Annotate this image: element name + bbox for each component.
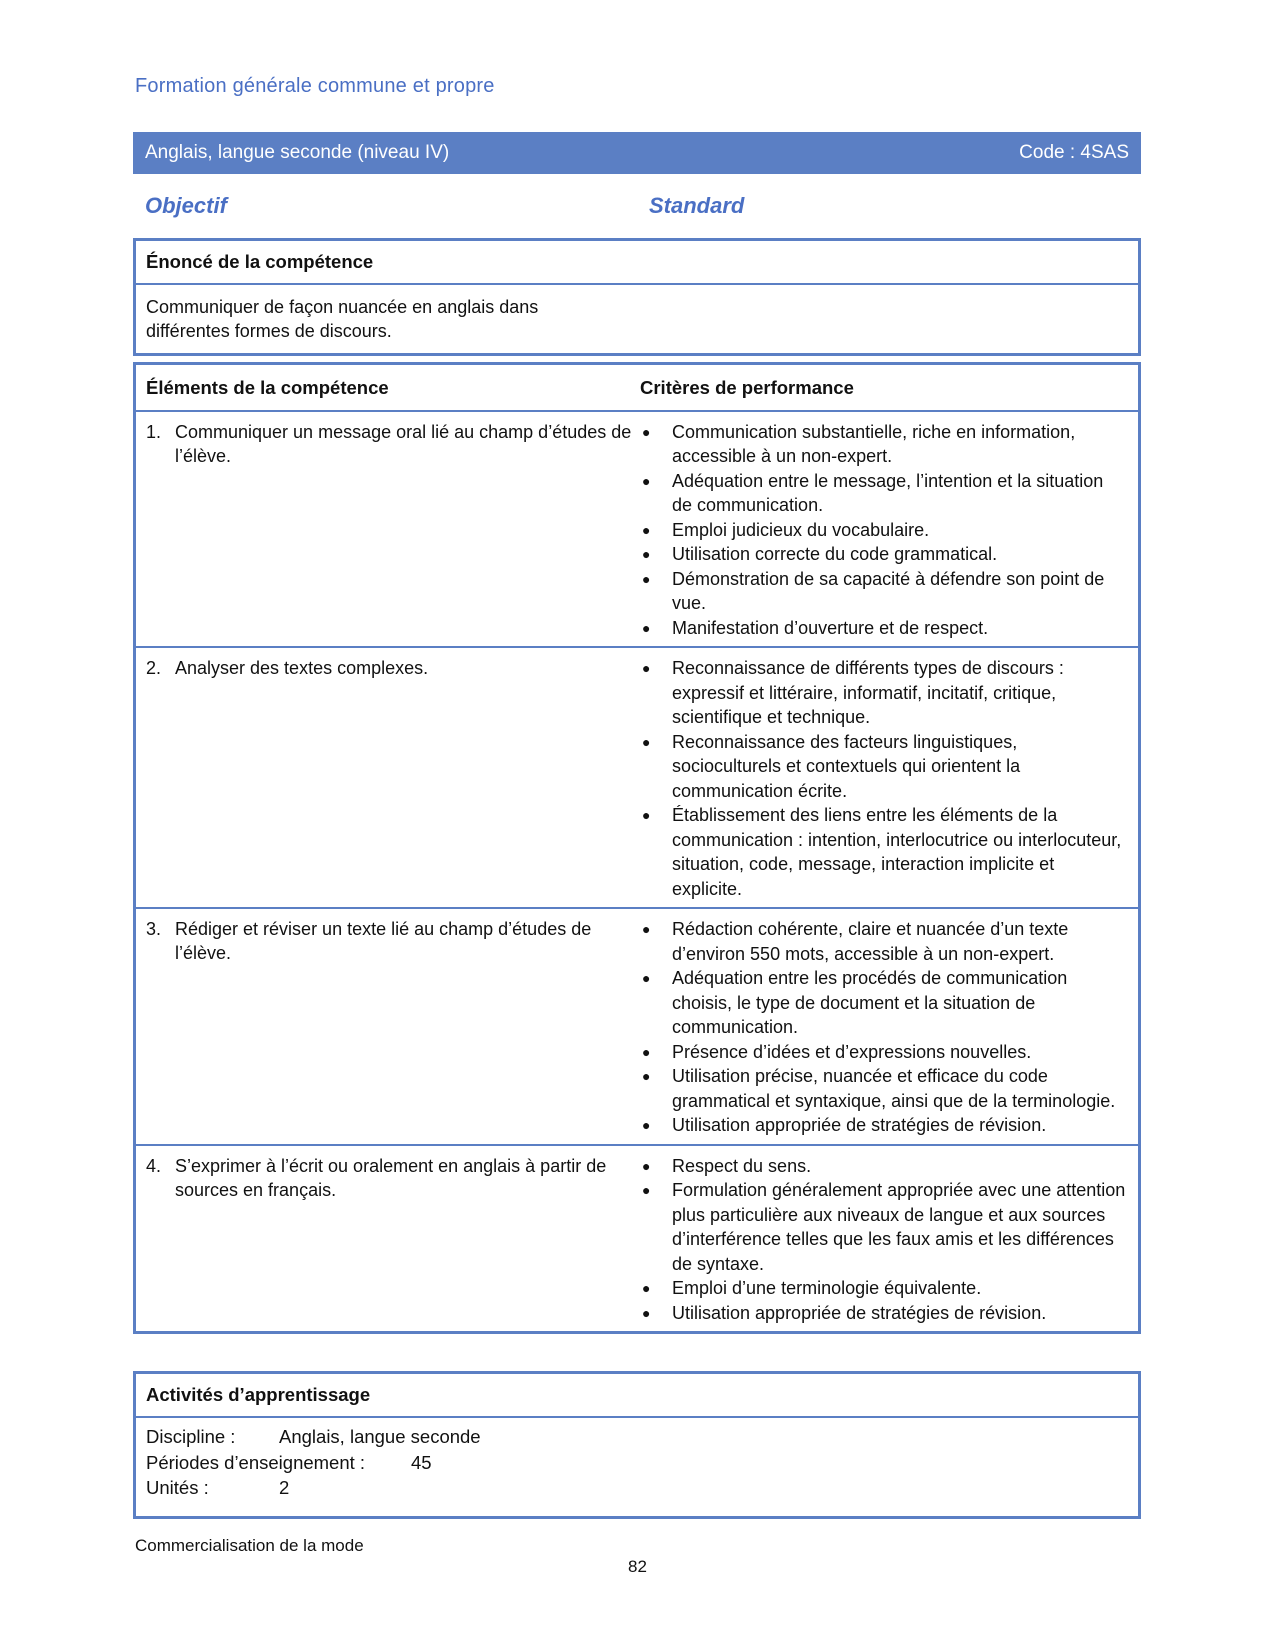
elements-rows [136, 412, 1138, 1332]
list-item [640, 542, 1128, 567]
unites-line [136, 1475, 1138, 1501]
bullet-icon: ● [642, 619, 651, 636]
criterion-text: Rédaction cohérente, claire et nuancée d’un texte d’environ 550 mots, accessible à un non-expert. [672, 919, 1069, 964]
element-text: Communiquer un message oral lié au champ d’études de l’élève. [175, 421, 632, 466]
bullet-icon: ● [642, 1280, 651, 1296]
elements-table [133, 362, 1141, 1334]
list-item [640, 656, 1128, 730]
criterion-text: Emploi judicieux du vocabulaire. [672, 519, 930, 540]
activities-box [133, 1371, 1141, 1519]
bullet-icon: ● [642, 423, 651, 440]
footer-program-name: Commercialisation de la mode [135, 1536, 364, 1555]
list-item [640, 1178, 1128, 1276]
list-item [640, 966, 1128, 1040]
criterion-text: Utilisation appropriée de stratégies de révision. [672, 1302, 1047, 1323]
list-item [640, 917, 1128, 966]
table-row [136, 909, 1138, 1146]
list-item [640, 616, 1128, 641]
list-item [640, 1154, 1128, 1179]
list-item [640, 1113, 1128, 1138]
element-cell [136, 412, 636, 647]
bullet-icon: ● [642, 1117, 651, 1133]
bullet-icon: ● [642, 1043, 651, 1060]
discipline-label: Discipline : [146, 1426, 236, 1447]
unites-label: Unités : [146, 1477, 209, 1498]
criterion-text: Communication substantielle, riche en information, accessible à un non-expert. [672, 421, 1076, 466]
list-item [640, 1064, 1128, 1113]
discipline-value: Anglais, langue seconde [279, 1426, 481, 1447]
criteria-list [640, 656, 1128, 901]
elements-table-header [136, 365, 1138, 412]
periodes-value: 45 [411, 1451, 432, 1473]
bullet-icon: ● [642, 660, 651, 676]
discipline-line [136, 1424, 1138, 1450]
criterion-text: Manifestation d’ouverture et de respect. [672, 617, 989, 638]
criterion-text: Reconnaissance des facteurs linguistiques, socioculturels et contextuels qui orientent la communication écrite. [672, 731, 1021, 801]
periodes-label: Périodes d’enseignement : [146, 1451, 366, 1473]
bullet-icon: ● [642, 733, 651, 750]
page-number: 82 [628, 1557, 647, 1576]
column-header-criteres: Critères de performance [640, 377, 854, 398]
criteria-cell [636, 648, 1138, 907]
activities-heading: Activités d’apprentissage [136, 1374, 1138, 1418]
table-row [136, 412, 1138, 649]
periodes-line [136, 1450, 1138, 1476]
criterion-text: Démonstration de sa capacité à défendre son point de vue. [672, 568, 1105, 613]
list-item [640, 1276, 1128, 1301]
bullet-icon: ● [642, 1068, 651, 1084]
course-title: Anglais, langue seconde (niveau IV) [145, 142, 450, 163]
table-row [136, 1146, 1138, 1332]
objectif-label: Objectif [145, 193, 227, 218]
list-item [640, 567, 1128, 616]
criteria-cell [636, 909, 1138, 1144]
course-header [133, 132, 1141, 174]
criteria-list [640, 1154, 1128, 1326]
bullet-icon: ● [642, 546, 651, 562]
element-text: Analyser des textes complexes. [175, 658, 429, 678]
criterion-text: Emploi d’une terminologie équivalente. [672, 1278, 982, 1298]
criterion-text: Adéquation entre les procédés de communication choisis, le type de document et la situation de communication. [672, 968, 1068, 1037]
element-number: 2. [146, 658, 162, 678]
course-code: Code : 4SAS [1019, 142, 1129, 163]
bullet-icon: ● [642, 472, 651, 489]
list-item [640, 420, 1128, 469]
criterion-text: Utilisation précise, nuancée et efficace du code grammatical et syntaxique, ainsi que de la terminologie. [672, 1066, 1116, 1111]
element-number: 1. [146, 421, 162, 442]
unites-value: 2 [279, 1477, 290, 1498]
bullet-icon: ● [642, 1182, 651, 1198]
list-item [640, 1301, 1128, 1326]
bullet-icon: ● [642, 1157, 651, 1174]
criterion-text: Reconnaissance de différents types de discours : expressif et littéraire, informatif, incitatif, critique, scientifique et technique. [672, 658, 1064, 727]
criteria-cell [636, 1146, 1138, 1332]
standard-label: Standard [649, 193, 745, 218]
element-number: 3. [146, 919, 162, 939]
element-cell [136, 648, 636, 907]
criterion-text: Présence d’idées et d’expressions nouvelles. [672, 1041, 1032, 1062]
enonce-box [133, 238, 1141, 356]
criteria-cell [636, 412, 1138, 647]
enonce-text: Communiquer de façon nuancée en anglais dans différentes formes de discours. [146, 297, 539, 341]
element-text: Rédiger et réviser un texte lié au champ d’études de l’élève. [175, 919, 592, 963]
criterion-text: Utilisation appropriée de stratégies de révision. [672, 1115, 1047, 1135]
enonce-heading: Énoncé de la compétence [136, 241, 1138, 285]
criterion-text: Utilisation correcte du code grammatical. [672, 544, 998, 564]
list-item [640, 803, 1128, 901]
bullet-icon: ● [642, 970, 651, 986]
bullet-icon: ● [642, 570, 651, 587]
program-caption: Formation générale commune et propre [135, 75, 495, 97]
element-cell [136, 1146, 636, 1332]
list-item [640, 469, 1128, 518]
bullet-icon: ● [642, 1304, 651, 1321]
element-cell [136, 909, 636, 1144]
element-number: 4. [146, 1155, 162, 1176]
bullet-icon: ● [642, 921, 651, 937]
criterion-text: Formulation généralement appropriée avec une attention plus particulière aux niveaux de langue et aux sources d’interférence telles que les faux amis et les différences de syntaxe. [672, 1180, 1126, 1274]
list-item [640, 730, 1128, 804]
element-text: S’exprimer à l’écrit ou oralement en anglais à partir de sources en français. [175, 1155, 607, 1200]
table-row [136, 648, 1138, 909]
bullet-icon: ● [642, 807, 651, 823]
criterion-text: Adéquation entre le message, l’intention et la situation de communication. [672, 470, 1104, 515]
list-item [640, 518, 1128, 543]
criterion-text: Respect du sens. [672, 1155, 812, 1176]
bullet-icon: ● [642, 521, 651, 538]
criteria-list [640, 917, 1128, 1138]
list-item [640, 1040, 1128, 1065]
criteria-list [640, 420, 1128, 641]
criterion-text: Établissement des liens entre les éléments de la communication : intention, interlocutrice ou interlocuteur, situation, code, message, interaction implicite et explicite. [672, 805, 1122, 899]
column-header-elements: Éléments de la compétence [146, 377, 389, 398]
